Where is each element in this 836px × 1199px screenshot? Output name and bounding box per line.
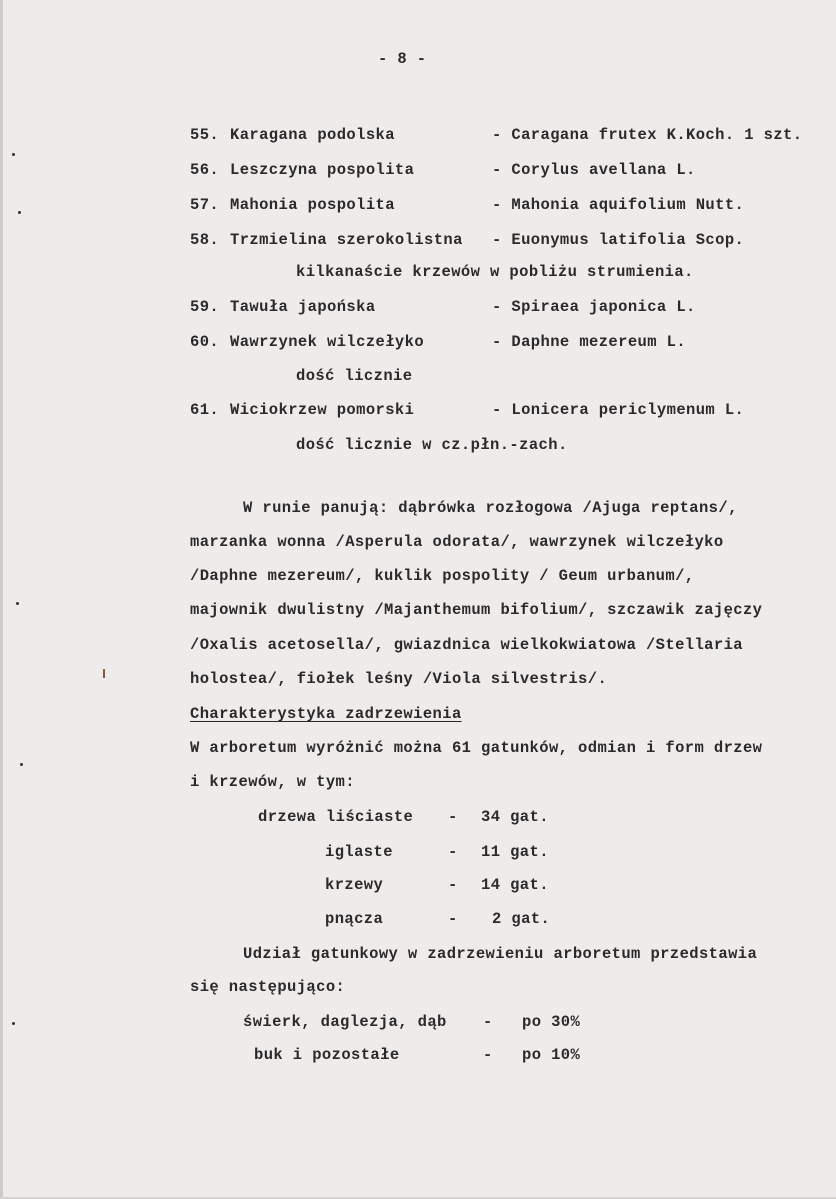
species-note: dość licznie (296, 367, 413, 385)
paragraph-line: W runie panują: dąbrówka rozłogowa /Ajuga reptans/, (243, 499, 738, 517)
species-latin-name: - Daphne mezereum L. (492, 333, 687, 351)
category-label: drzewa liściaste (258, 808, 414, 826)
category-count: 14 gat. (481, 876, 549, 894)
category-count: 34 gat. (481, 808, 549, 826)
species-num: 60. (190, 333, 220, 351)
species-latin-name: - Spiraea japonica L. (492, 298, 696, 316)
species-latin-name: - Lonicera periclymenum L. (492, 401, 745, 419)
category-label: krzewy (325, 876, 384, 894)
share-dash: - (483, 1046, 493, 1064)
margin-dot (16, 602, 19, 605)
scan-edge (0, 0, 3, 1199)
species-latin-name: - Mahonia aquifolium Nutt. (492, 196, 745, 214)
margin-tick (103, 669, 105, 678)
species-latin-name: - Corylus avellana L. (492, 161, 696, 179)
paragraph-line: marzanka wonna /Asperula odorata/, wawrzynek wilczełyko (190, 533, 724, 551)
paragraph-line: holostea/, fiołek leśny /Viola silvestris/. (190, 670, 608, 688)
section-heading: Charakterystyka zadrzewienia (190, 705, 462, 723)
species-latin-name: - Euonymus latifolia Scop. (492, 231, 745, 249)
paragraph-line: i krzewów, w tym: (190, 773, 355, 791)
category-dash: - (448, 843, 458, 861)
paragraph-line: majownik dwulistny /Majanthemum bifolium/, szczawik zajęczy (190, 601, 763, 619)
category-label: iglaste (325, 843, 393, 861)
species-polish-name: Wiciokrzew pomorski (230, 401, 415, 419)
category-label: pnącza (325, 910, 384, 928)
share-label: buk i pozostałe (254, 1046, 400, 1064)
species-polish-name: Trzmielina szerokolistna (230, 231, 463, 249)
species-polish-name: Leszczyna pospolita (230, 161, 415, 179)
share-label: świerk, daglezja, dąb (243, 1013, 447, 1031)
category-dash: - (448, 910, 458, 928)
category-count: 2 gat. (492, 910, 551, 928)
species-num: 57. (190, 196, 220, 214)
margin-dot (18, 211, 21, 214)
margin-dot (20, 763, 23, 766)
category-dash: - (448, 876, 458, 894)
species-polish-name: Mahonia pospolita (230, 196, 395, 214)
species-polish-name: Karagana podolska (230, 126, 395, 144)
species-num: 61. (190, 401, 220, 419)
margin-dot (12, 1022, 15, 1025)
margin-dot (12, 153, 15, 156)
species-polish-name: Tawuła japońska (230, 298, 376, 316)
species-latin-name: - Caragana frutex K.Koch. 1 szt. (492, 126, 803, 144)
species-note: kilkanaście krzewów w pobliżu strumienia. (296, 263, 694, 281)
paragraph-line: się następująco: (190, 978, 346, 996)
paragraph-line: W arboretum wyróżnić można 61 gatunków, odmian i form drzew (190, 739, 763, 757)
paragraph-line: /Daphne mezereum/, kuklik pospolity / Geum urbanum/, (190, 567, 695, 585)
paragraph-line: Udział gatunkowy w zadrzewieniu arboretum przedstawia (243, 945, 758, 963)
paragraph-line: /Oxalis acetosella/, gwiazdnica wielkokwiatowa /Stellaria (190, 636, 743, 654)
share-value: po 30% (522, 1013, 581, 1031)
species-num: 58. (190, 231, 220, 249)
share-value: po 10% (522, 1046, 581, 1064)
category-count: 11 gat. (481, 843, 549, 861)
species-num: 56. (190, 161, 220, 179)
share-dash: - (483, 1013, 493, 1031)
species-num: 59. (190, 298, 220, 316)
page-number: - 8 - (378, 50, 427, 68)
species-note: dość licznie w cz.płn.-zach. (296, 436, 568, 454)
species-num: 55. (190, 126, 220, 144)
species-polish-name: Wawrzynek wilczełyko (230, 333, 425, 351)
category-dash: - (448, 808, 458, 826)
